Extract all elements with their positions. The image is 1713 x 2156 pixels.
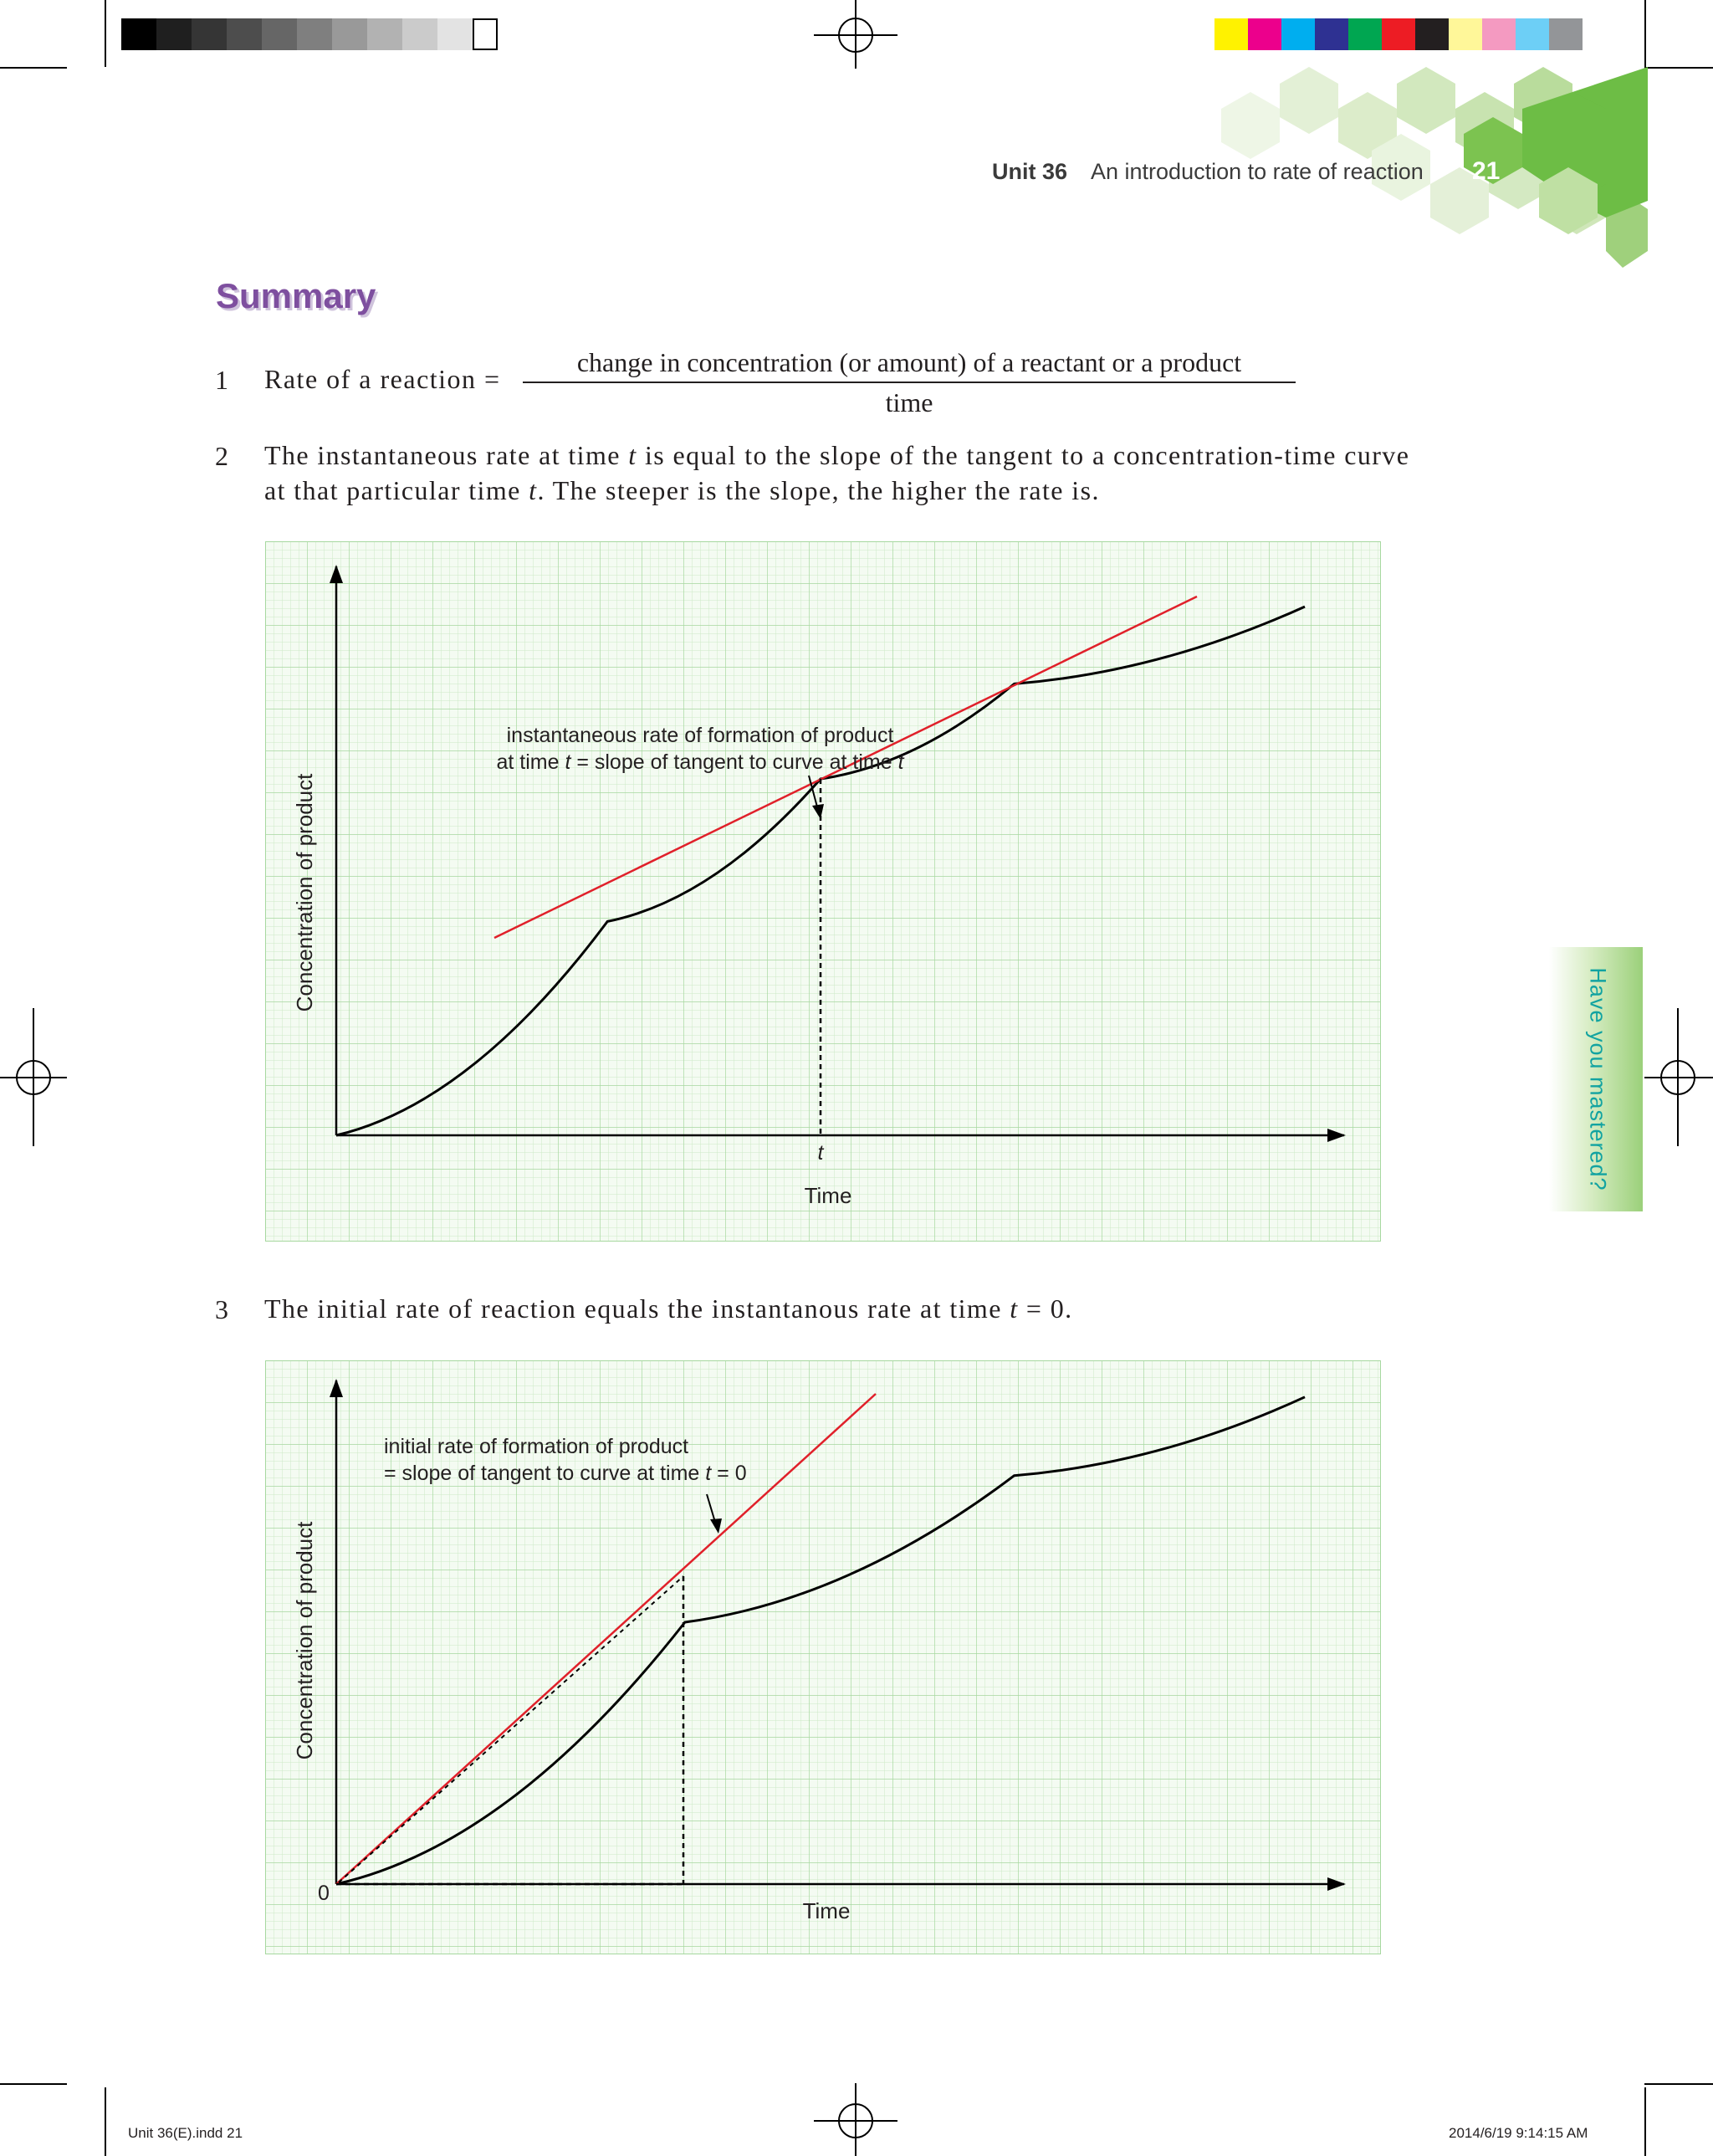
swatch [1516, 18, 1549, 50]
header-unit-title: An introduction to rate of reaction [1091, 159, 1424, 184]
origin-label: 0 [318, 1882, 330, 1905]
variable-t: t [897, 750, 904, 774]
swatch [1281, 18, 1315, 50]
item2-line1 [264, 438, 1409, 473]
swatch [262, 18, 297, 50]
rate-equation-numerator: change in concentration (or amount) of a reactant or a product [576, 347, 1242, 377]
footer-timestamp: 2014/6/19 9:14:15 AM [1449, 2125, 1588, 2141]
x-axis-label: Time [804, 1183, 852, 1208]
variable-t: t [705, 1462, 712, 1485]
rate-equation-denominator: time [885, 387, 933, 417]
y-axis-label: Concentration of product [292, 1521, 317, 1760]
fraction-bar [523, 382, 1296, 383]
graph-grid [265, 541, 1381, 1242]
text-run: = slope of tangent to curve at time [570, 750, 898, 774]
text-run: at that particular time [264, 475, 529, 505]
x-axis-label: Time [802, 1898, 851, 1923]
swatch [437, 18, 473, 50]
annotation-line2 [384, 1462, 747, 1485]
swatch [121, 18, 156, 50]
item-number: 2 [215, 441, 228, 471]
page-number: 21 [1472, 157, 1501, 185]
swatch [473, 18, 498, 50]
text-run: at time [496, 750, 565, 774]
item2-line2 [264, 473, 1100, 508]
variable-t: t [1010, 1293, 1019, 1324]
swatch [1482, 18, 1516, 50]
text-run: . The steeper is the slope, the higher the rate is. [537, 475, 1100, 505]
text-run: The initial rate of reaction equals the instantanous rate at time [264, 1293, 1010, 1324]
text-run: = 0. [1018, 1293, 1073, 1324]
swatch [1415, 18, 1449, 50]
variable-t: t [565, 750, 571, 774]
rate-equation-lhs: Rate of a reaction = [264, 364, 501, 394]
swatch [332, 18, 367, 50]
swatch [156, 18, 192, 50]
swatch [1449, 18, 1482, 50]
header-unit-label: Unit 36 [992, 159, 1068, 184]
item3-text [264, 1291, 1073, 1326]
swatch [227, 18, 262, 50]
swatch [192, 18, 227, 50]
swatch [1315, 18, 1348, 50]
text-run: = 0 [711, 1462, 747, 1485]
swatch [1248, 18, 1281, 50]
annotation-line1: initial rate of formation of product [384, 1435, 689, 1458]
item-number: 1 [215, 365, 228, 395]
variable-t: t [628, 440, 637, 470]
footer-file-info: Unit 36(E).indd 21 [128, 2125, 243, 2141]
text-run: is equal to the slope of the tangent to a concentration-time curve [637, 440, 1410, 470]
text-run: = slope of tangent to curve at time [384, 1462, 706, 1485]
annotation-line2 [496, 750, 904, 774]
swatch [1348, 18, 1382, 50]
y-axis-label: Concentration of product [292, 773, 317, 1012]
swatch [402, 18, 437, 50]
swatch [1382, 18, 1415, 50]
item-number: 3 [215, 1294, 228, 1324]
annotation-line1: instantaneous rate of formation of product [506, 724, 894, 747]
swatch [367, 18, 402, 50]
text-run: The instantaneous rate at time [264, 440, 629, 470]
chart-instantaneous-rate [265, 541, 1381, 1242]
x-tick-label-t: t [817, 1141, 824, 1165]
variable-t: t [529, 475, 538, 505]
section-title: Summary [216, 276, 376, 315]
chart-initial-rate [265, 1360, 1381, 1954]
swatch [1549, 18, 1583, 50]
swatch [1214, 18, 1248, 50]
side-tab-label: Have you mastered? [1585, 967, 1611, 1191]
swatch [297, 18, 332, 50]
